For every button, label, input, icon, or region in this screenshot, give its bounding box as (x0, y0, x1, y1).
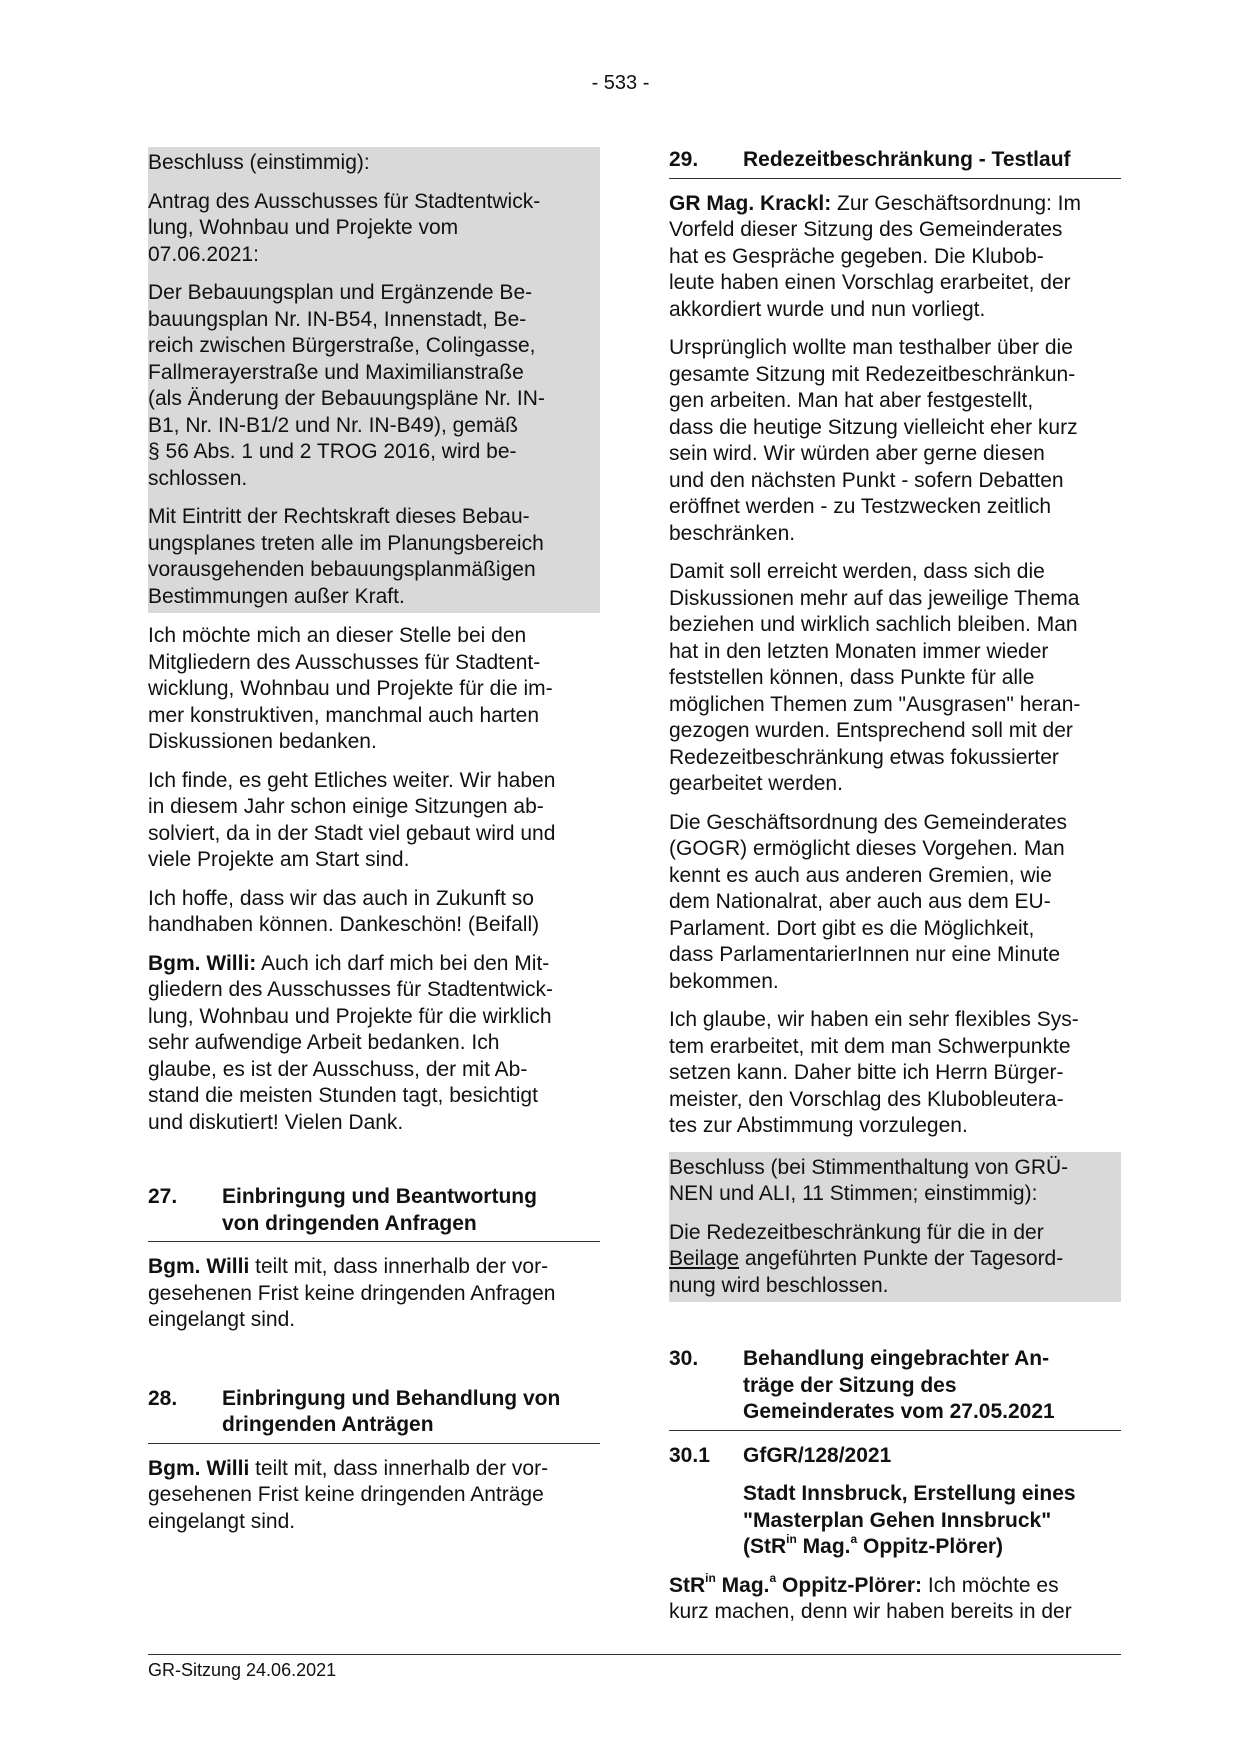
speaker-name: StR$^{in}$ Mag.$^a$ Oppitz-Plörer: (669, 1570, 923, 1597)
krackl-statement: GR Mag. Krackl: Zur Geschäftsordnung: Im Vorfeld dieser Sitzung des Gemeinderates hat es Gespräche gegeben. Die Klubob- leute haben einen Vorschlag erarbeitet, der akkordiert wurde und nun vorliegt. (669, 191, 1081, 321)
decision-label: Beschluss (bei Stimmenthaltung von GRÜ- NEN und ALI, 11 Stimmen; einstimmig): (669, 1155, 1069, 1205)
footer-divider (148, 1654, 1121, 1655)
decision-box-zoning (148, 147, 600, 613)
attachment-link[interactable]: Beilage (669, 1247, 740, 1270)
item-30-1-subject: Stadt Innsbruck, Erstellung eines "Masterplan Gehen Innsbruck" (StR$^{in}$ Mag.$^a$ Oppitz-Plörer) (743, 1482, 1076, 1558)
rules-paragraph: Die Geschäftsordnung des Gemeinderates (GOGR) ermöglicht dieses Vorgehen. Man kennt es auch aus anderen Gremien, wie dem Nationalrat, aber auch aus dem EU- Parlament. Dort gibt es die Möglichkeit, dass ParlamentarierInnen nur eine Minute bekommen. (669, 810, 1068, 993)
decision-label: Beschluss (einstimmig): (148, 151, 370, 174)
footer-text: GR-Sitzung 24.06.2021 (148, 1660, 337, 1680)
speaker-name: GR Mag. Krackl: (669, 191, 832, 215)
heading-item-29: 29. Redezeitbeschränkung - Testlauf (669, 147, 1121, 179)
page-number: - 533 - (591, 72, 650, 94)
purpose-paragraph: Damit soll erreicht werden, dass sich die Diskussionen mehr auf das jeweilige Thema beziehen und wirklich sachlich bleiben. Man hat in den letzten Monaten immer wieder feststellen können, dass Punkte für alle möglichen Themen zum "Ausgrasen" heran- gezogen wurden. Entsprechend soll mit der Redezeitbeschränkung etwas fokussierter gearbeitet werden. (669, 560, 1081, 795)
test-run-paragraph: Ursprünglich wollte man testhalber über die gesamte Sitzung mit Redezeitbeschränkun- gen arbeiten. Man hat aber festgestellt, dass die heutige Sitzung vielleicht eher kurz sein wird. Wir würden aber gerne diesen und den nächsten Punkt - sofern Debatten eröffnet werden - zu Testzwecken zeitlich beschränken. (669, 336, 1078, 545)
thanks-paragraph: Ich möchte mich an dieser Stelle bei den Mitgliedern des Ausschusses für Stadtent- wicklung, Wohnbau und Projekte für die im- mer konstruktiven, manchmal auch harten Diskussionen bedanken. (148, 624, 553, 753)
effect-paragraph: Mit Eintritt der Rechtskraft dieses Bebau- ungsplanes treten alle im Planungsbereich vorausgehenden bebauungsplanmäßigen Bestimmungen außer Kraft. (148, 505, 544, 608)
mayor-statement: Bgm. Willi: Auch ich darf mich bei den Mit- gliedern des Ausschusses für Stadtentwick- lung, Wohnbau und Projekte für die wirklich sehr aufwendige Arbeit bedanken. Ich glaube, es ist der Ausschuss, der mit Ab- stand die meisten Stunden tagt, besichtigt und diskutiert! Vielen Dank. (148, 951, 554, 1134)
heading-item-30-1: 30.1 GfGR/128/2021 (669, 1443, 892, 1467)
item-28-text: Bgm. Willi teilt mit, dass innerhalb der vor- gesehenen Frist keine dringenden Anträge eingelangt sind. (148, 1456, 549, 1533)
request-vote-paragraph: Ich glaube, wir haben ein sehr flexibles Sys- tem erarbeitet, mit dem man Schwerpunkte setzen kann. Daher bitte ich Herrn Bürger- meister, den Vorschlag des Klubobleutera- tes zur Abstimmung vorzulegen. (669, 1008, 1079, 1137)
right-column (669, 147, 1121, 1638)
hope-paragraph: Ich hoffe, dass wir das auch in Zukunft so handhaben können. Dankeschön! (Beifall) (148, 886, 540, 936)
progress-paragraph: Ich finde, es geht Etliches weiter. Wir haben in diesem Jahr schon einige Sitzungen ab- solviert, da in der Stadt viel gebaut wird und viele Projekte am Start sind. (148, 768, 556, 871)
heading-item-27: 27. Einbringung und Beantwortung von dringenden Anfragen (148, 1184, 600, 1242)
zoning-plan-paragraph: Der Bebauungsplan und Ergänzende Be- bauungsplan Nr. IN-B54, Innenstadt, Be- reich zwischen Bürgerstraße, Colingasse, Fallmerayerstraße und Maximilianstraße (als Änderung der Bebauungspläne Nr. IN- B1, Nr. IN-B1/2 und Nr. IN-B49), gemäß § 56 Abs. 1 und 2 TROG 2016, wird be- schlossen. (148, 281, 545, 490)
motion-paragraph: Antrag des Ausschusses für Stadtentwick- lung, Wohnbau und Projekte vom 07.06.2021: (148, 189, 541, 266)
decision-box-speaking-time (669, 1152, 1121, 1303)
heading-item-30: 30. Behandlung eingebrachter An- träge der Sitzung des Gemeinderates vom 27.05.2021 (669, 1346, 1121, 1431)
left-column (148, 147, 600, 1547)
speaker-name: Bgm. Willi: (148, 951, 257, 975)
heading-item-28: 28. Einbringung und Behandlung von dringenden Anträgen (148, 1386, 600, 1444)
resolution-text: Die Redezeitbeschränkung für die in der Beilage angeführten Punkte der Tagesord- nung wird beschlossen. (669, 1220, 1064, 1297)
item-27-text: Bgm. Willi teilt mit, dass innerhalb der vor- gesehenen Frist keine dringenden Anfragen eingelangt sind. (148, 1255, 556, 1331)
oppitz-statement: StR$^{in}$ Mag.$^a$ Oppitz-Plörer: Ich möchte es kurz machen, denn wir haben bereits in der (669, 1570, 1072, 1623)
